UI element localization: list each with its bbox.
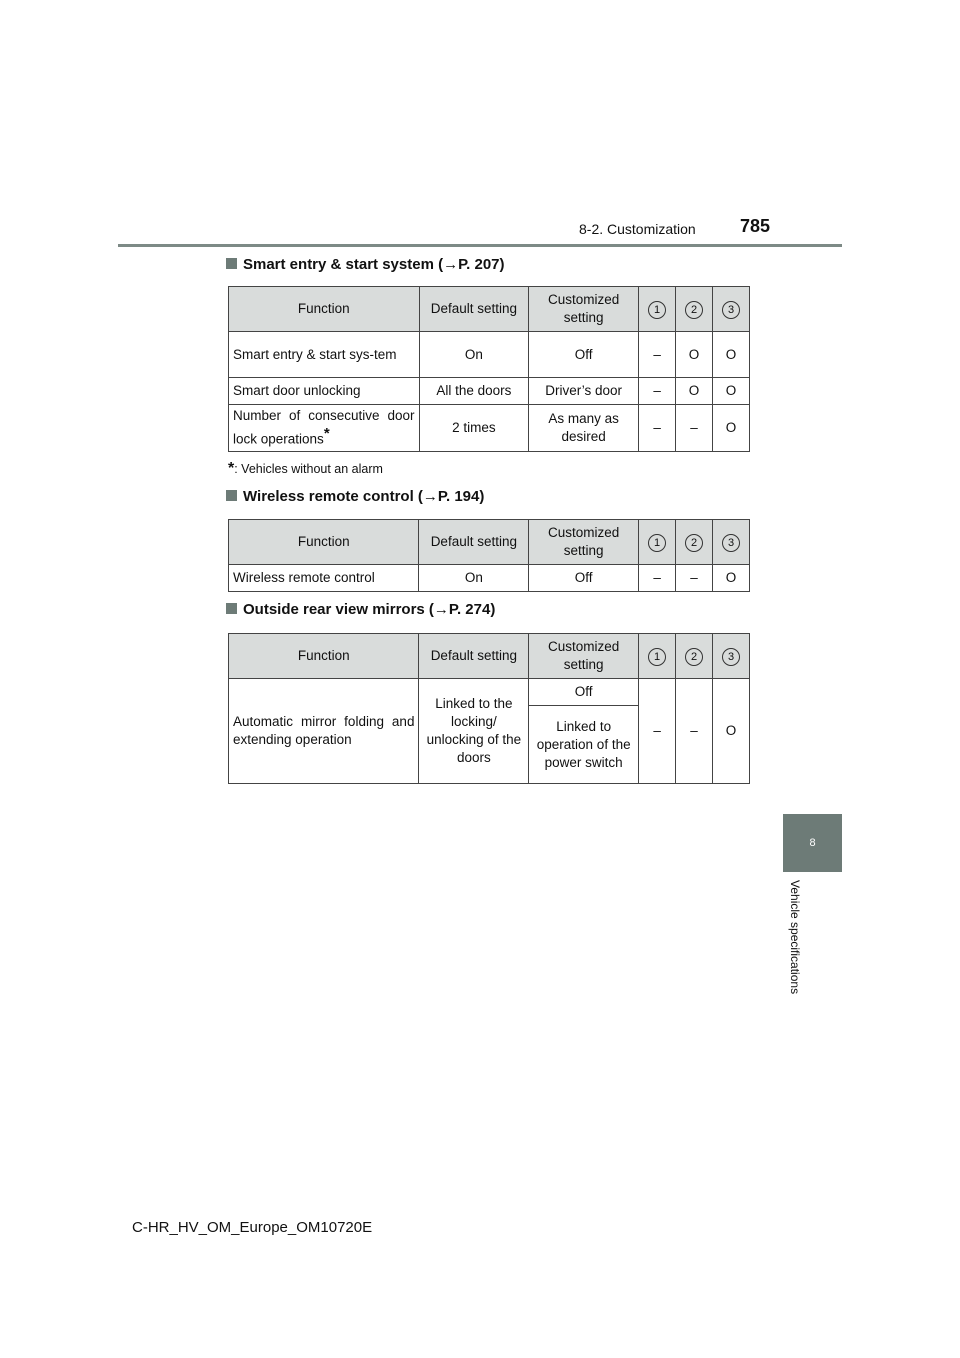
col-1 bbox=[639, 520, 676, 565]
page-number: 785 bbox=[740, 216, 771, 236]
footnote-marker: * bbox=[323, 425, 330, 442]
table-row bbox=[229, 378, 750, 405]
chapter-title: Vehicle specifications bbox=[788, 880, 802, 995]
heading-text: Wireless remote control (→P. 194) bbox=[243, 488, 485, 505]
wireless-remote-table bbox=[228, 519, 750, 592]
circled-3-icon: 3 bbox=[722, 648, 740, 666]
col-default: Default setting bbox=[419, 634, 529, 679]
table-header-row bbox=[229, 634, 750, 679]
cell-default: Linked to the locking/ unlocking of the doors bbox=[419, 679, 529, 784]
table-row bbox=[229, 332, 750, 378]
col-function: Function bbox=[229, 520, 419, 565]
cell-c3: O bbox=[713, 378, 750, 405]
circled-2-icon: 2 bbox=[685, 534, 703, 552]
cell-c1: – bbox=[639, 405, 676, 452]
cell-c1: – bbox=[639, 332, 676, 378]
table-header-row bbox=[229, 520, 750, 565]
footnote-marker: * bbox=[228, 460, 235, 477]
section-title: 8-2. Customization bbox=[579, 221, 696, 237]
col-customized: Customized setting bbox=[529, 520, 639, 565]
circled-1-icon: 1 bbox=[648, 301, 666, 319]
heading-text: Outside rear view mirrors (→P. 274) bbox=[243, 601, 496, 618]
col-2 bbox=[676, 520, 713, 565]
cell-c2: – bbox=[676, 679, 713, 784]
cell-c3: O bbox=[713, 679, 750, 784]
table-row bbox=[229, 405, 750, 452]
section-heading-wireless-remote bbox=[226, 488, 484, 505]
document-id: C-HR_HV_OM_Europe_OM10720E bbox=[132, 1219, 373, 1236]
cell-custom-off: Off bbox=[529, 679, 639, 706]
circled-3-icon: 3 bbox=[722, 301, 740, 319]
cell-default: On bbox=[419, 332, 529, 378]
cell-c1: – bbox=[639, 378, 676, 405]
col-2 bbox=[676, 287, 713, 332]
section-heading-smart-entry bbox=[226, 256, 505, 273]
chapter-number: 8 bbox=[809, 837, 816, 849]
table-row bbox=[229, 679, 750, 706]
col-default: Default setting bbox=[419, 520, 529, 565]
chapter-tab[interactable] bbox=[783, 814, 842, 872]
cell-custom: Off bbox=[529, 565, 639, 592]
cell-c2: – bbox=[676, 565, 713, 592]
cell-custom: Driver’s door bbox=[529, 378, 639, 405]
col-2 bbox=[676, 634, 713, 679]
circled-1-icon: 1 bbox=[648, 534, 666, 552]
table-header-row bbox=[229, 287, 750, 332]
col-3 bbox=[713, 287, 750, 332]
table-row bbox=[229, 565, 750, 592]
col-customized: Customized setting bbox=[529, 287, 639, 332]
section-heading-outside-mirrors bbox=[226, 601, 495, 618]
col-3 bbox=[713, 634, 750, 679]
cell-function: Smart door unlocking bbox=[229, 378, 420, 405]
cell-function: Wireless remote control bbox=[229, 565, 419, 592]
footnote bbox=[228, 460, 383, 478]
circled-2-icon: 2 bbox=[685, 301, 703, 319]
function-text: Number of consecutive door lock operations bbox=[233, 408, 415, 447]
cell-function: Automatic mirror folding and extending operation bbox=[229, 679, 419, 784]
cell-custom-linked: Linked to operation of the power switch bbox=[529, 706, 639, 784]
cell-custom: Off bbox=[529, 332, 639, 378]
col-customized: Customized setting bbox=[529, 634, 639, 679]
cell-function bbox=[229, 405, 420, 452]
cell-c2: O bbox=[676, 332, 713, 378]
cell-c3: O bbox=[713, 405, 750, 452]
cell-default: All the doors bbox=[419, 378, 529, 405]
cell-c3: O bbox=[713, 332, 750, 378]
square-bullet-icon bbox=[226, 490, 237, 501]
col-1 bbox=[639, 287, 676, 332]
col-function: Function bbox=[229, 287, 420, 332]
cell-c3: O bbox=[713, 565, 750, 592]
footnote-text: : Vehicles without an alarm bbox=[234, 462, 383, 476]
smart-entry-table bbox=[228, 286, 750, 452]
col-3 bbox=[713, 520, 750, 565]
col-default: Default setting bbox=[419, 287, 529, 332]
outside-mirrors-table bbox=[228, 633, 750, 784]
cell-function: Smart entry & start sys-tem bbox=[229, 332, 420, 378]
circled-1-icon: 1 bbox=[648, 648, 666, 666]
heading-text: Smart entry & start system (→P. 207) bbox=[243, 256, 505, 273]
circled-3-icon: 3 bbox=[722, 534, 740, 552]
square-bullet-icon bbox=[226, 603, 237, 614]
cell-c2: – bbox=[676, 405, 713, 452]
cell-c2: O bbox=[676, 378, 713, 405]
cell-default: On bbox=[419, 565, 529, 592]
cell-custom: As many as desired bbox=[529, 405, 639, 452]
cell-default: 2 times bbox=[419, 405, 529, 452]
header-divider bbox=[118, 244, 842, 247]
chapter-title-vertical bbox=[786, 880, 806, 1030]
square-bullet-icon bbox=[226, 258, 237, 269]
col-function: Function bbox=[229, 634, 419, 679]
cell-c1: – bbox=[639, 679, 676, 784]
circled-2-icon: 2 bbox=[685, 648, 703, 666]
col-1 bbox=[639, 634, 676, 679]
cell-c1: – bbox=[639, 565, 676, 592]
